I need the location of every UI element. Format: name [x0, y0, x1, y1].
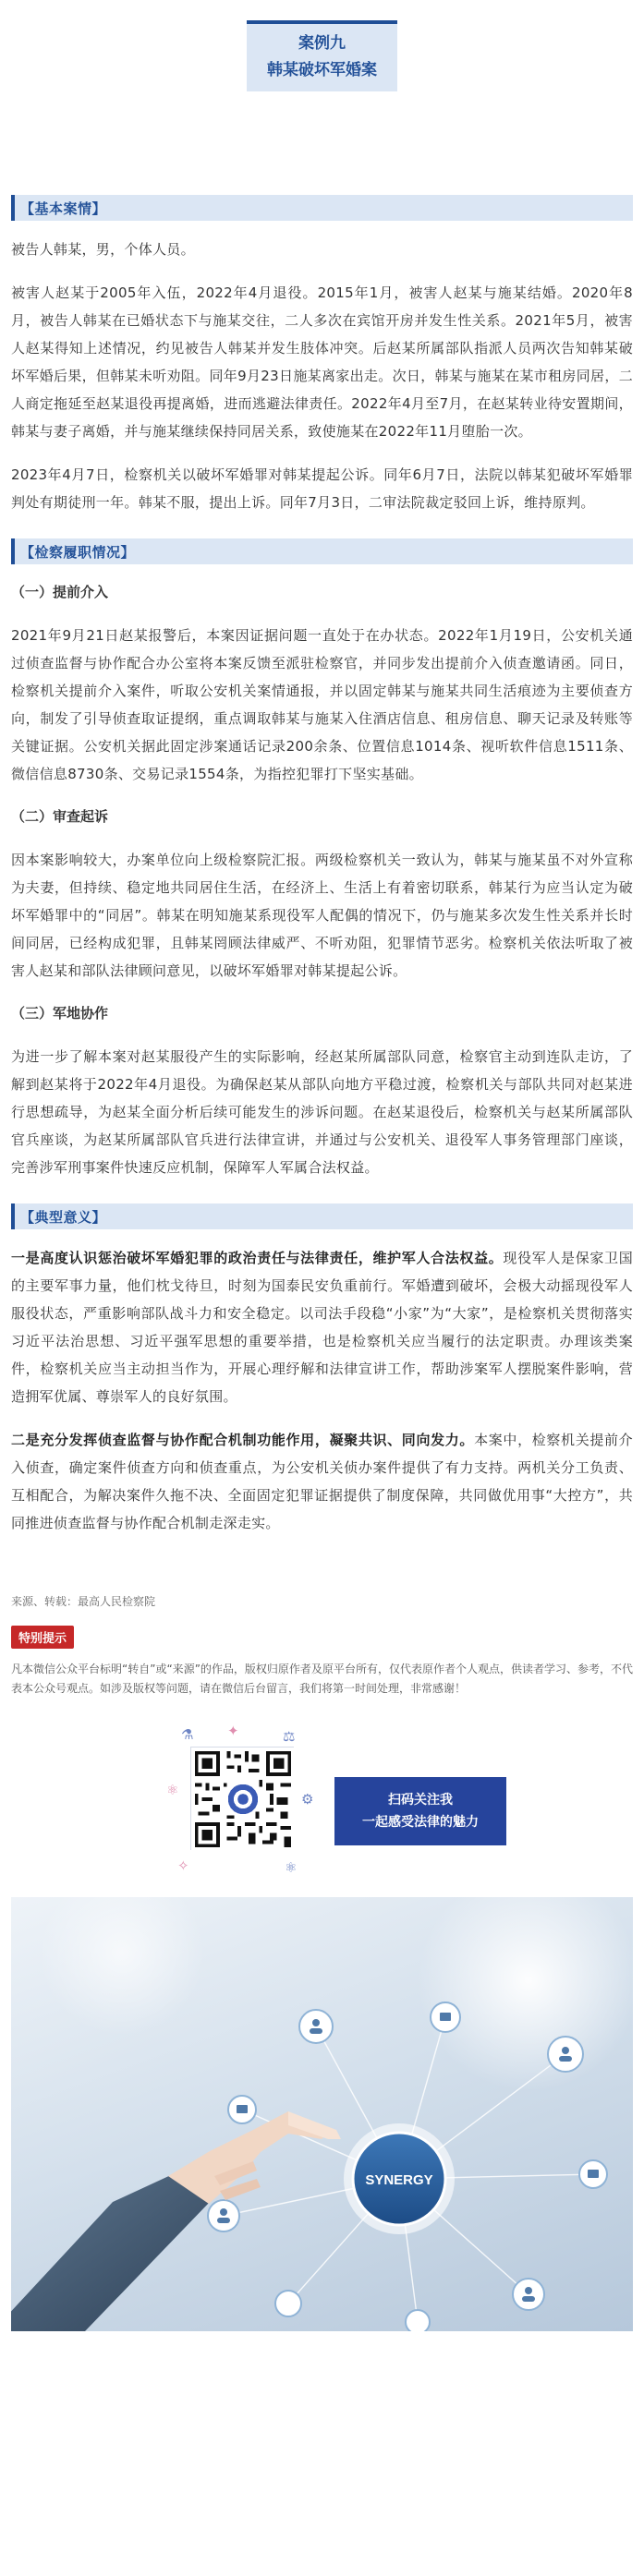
gear-icon: ⚙	[301, 1791, 314, 1808]
basic-paragraph: 被害人赵某于2005年入伍，2022年4月退役。2015年1月，被害人赵某与施某结婚。2020年8月，被告人韩某在已婚状态下与施某交往，二人多次在宾馆开房并发生性关系。2021年5月，被害人赵某得知上述情况，约见被告人韩某并发生肢体冲突。后赵某所属部队指派人员两次告知韩某破坏军婚后果，但韩某未听劝阻。同年9月23日施某离家出走。次日，韩某与施某在某市租房同居，二人商定拖延至赵某退役再提离婚，进而逃避法律责任。2022年4月至7月，在赵某转业待安置期间，韩某与妻子离婚，并与施某继续保持同居关系，致使施某在2022年11月堕胎一次。	[11, 284, 633, 440]
subheading-early-intervention: （一）提前介入	[11, 584, 109, 600]
subheading-review-prosecution: （二）审查起诉	[11, 808, 109, 825]
significance-lead: 一是高度认识惩治破坏军婚犯罪的政治责任与法律责任，维护军人合法权益。	[11, 1250, 504, 1266]
section-header-basic	[11, 195, 633, 221]
notice-badge: 特别提示	[11, 1626, 74, 1649]
promo-badge	[334, 1777, 506, 1845]
qr-code[interactable]	[190, 1747, 294, 1850]
case-number: 案例九	[298, 34, 346, 53]
flask-icon: ⚗	[181, 1726, 194, 1743]
duty-paragraph: 因本案影响较大，办案单位向上级检察院汇报。两级检察机关一致认为，韩某与施某虽不对外宣称为夫妻，但持续、稳定地共同居住生活，在经济上、生活上有着密切联系，韩某行为应当认定为破坏军婚罪中的“同居”。韩某在明知施某系现役军人配偶的情况下，仍与施某多次发生性关系并长时间同居，已经构成犯罪，且韩某罔顾法律威严、不听劝阻，犯罪情节恶劣。检察机关依法听取了被害人赵某和部队法律顾问意见，以破坏军婚罪对韩某提起公诉。	[11, 852, 633, 979]
significance-paragraph	[11, 1244, 633, 1410]
significance-body: 本案中，检察机关提前介入侦查，确定案件侦查方向和侦查重点，为公安机关侦办案件提供了有力支持。两机关分工负责、互相配合，为解决案件久拖不决、全面固定犯罪证据提供了制度保障，共同做优用事“大控方”，共同推进侦查监督与协作配合机制走深走实。	[11, 1432, 633, 1531]
case-title: 韩某破坏军婚案	[267, 61, 377, 79]
atom-icon: ⚛	[166, 1782, 179, 1798]
source-line: 来源、转载：最高人民检察院	[11, 1595, 156, 1608]
title-box	[247, 20, 397, 91]
synergy-illustration	[11, 1897, 633, 2331]
promo-line2: 一起感受法律的魅力	[362, 1815, 479, 1830]
sparkle-icon: ✦	[227, 1723, 239, 1739]
section-header-label: 【基本案情】	[20, 200, 107, 217]
basic-paragraph: 被告人韩某，男，个体人员。	[11, 241, 195, 258]
atom-icon: ⚛	[285, 1859, 298, 1876]
synergy-label: SYNERGY	[365, 2172, 433, 2188]
section-header-duty	[11, 538, 633, 564]
significance-paragraph	[11, 1426, 633, 1537]
notice-text: 凡本微信公众平台标明“转自”或“来源”的作品，版权归原作者及原平台所有，仅代表原作者个人观点，供读者学习、参考，不代表本公众号观点。如涉及版权等问题，请在微信后台留言，我们将第一时间处理，非常感谢！	[11, 1663, 633, 1695]
duty-paragraph: 为进一步了解本案对赵某服役产生的实际影响，经赵某所属部队同意，检察官主动到连队走访，了解到赵某将于2022年4月退役。为确保赵某从部队向地方平稳过渡，检察机关与部队共同对赵某进行思想疏导，为赵某全面分析后续可能发生的涉诉问题。在赵某退役后，检察机关与赵某所属部队官兵座谈，为赵某所属部队官兵进行法律宣讲，并通过与公安机关、退役军人事务管理部门座谈，完善涉军刑事案件快速反应机制，保障军人军属合法权益。	[11, 1048, 633, 1176]
article-content	[0, 195, 644, 1699]
scale-icon: ⚖	[283, 1728, 296, 1745]
section-header-significance	[11, 1203, 633, 1229]
significance-body: 现役军人是保家卫国的主要军事力量，他们枕戈待旦，时刻为国泰民安负重前行。军婚遭到破坏，会极大动摇现役军人服役状态，严重影响部队战斗力和安全稳定。以司法手段稳“小家”为“大家”，是检察机关贯彻落实习近平法治思想、习近平强军思想的重要举措，也是检察机关应当履行的法定职责。办理该类案件，检察机关应当主动担当作为，开展心理纾解和法律宣讲工作，帮助涉案军人摆脱案件影响，营造拥军优属、尊崇军人的良好氛围。	[11, 1250, 633, 1405]
basic-paragraph: 2023年4月7日，检察机关以破坏军婚罪对韩某提起公诉。同年6月7日，法院以韩某犯破坏军婚罪判处有期徒刑一年。韩某不服，提出上诉。同年7月3日，二审法院裁定驳回上诉，维持原判。	[11, 466, 633, 511]
promo-line1: 扫码关注我	[388, 1793, 453, 1808]
title-block	[0, 0, 644, 91]
significance-lead: 二是充分发挥侦查监督与协作配合机制功能作用，凝聚共识、同向发力。	[11, 1432, 475, 1448]
qr-frame	[166, 1723, 314, 1879]
synergy-banner	[11, 1897, 633, 2331]
star-icon: ✧	[177, 1857, 189, 1874]
section-header-label: 【检察履职情况】	[20, 543, 136, 561]
duty-paragraph: 2021年9月21日赵某报警后，本案因证据问题一直处于在办状态。2022年1月19日，公安机关通过侦查监督与协作配合办公室将本案反馈至派驻检察官，并同步发出提前介入侦查邀请函。同日，检察机关提前介入案件，听取公安机关案情通报，并以固定韩某与施某共同生活痕迹为主要侦查方向，制发了引导侦查取证提纲，重点调取韩某与施某入住酒店信息、租房信息、聊天记录及转账等关键证据。公安机关据此固定涉案通话记录200余条、位置信息1014条、视听软件信息1511条、微信信息8730条、交易记录1554条，为指控犯罪打下坚实基础。	[11, 627, 633, 782]
subheading-military-cooperation: （三）军地协作	[11, 1005, 109, 1022]
section-header-label: 【典型意义】	[20, 1208, 107, 1226]
qr-promo	[0, 1723, 644, 1897]
qr-code-graphic	[191, 1748, 295, 1851]
